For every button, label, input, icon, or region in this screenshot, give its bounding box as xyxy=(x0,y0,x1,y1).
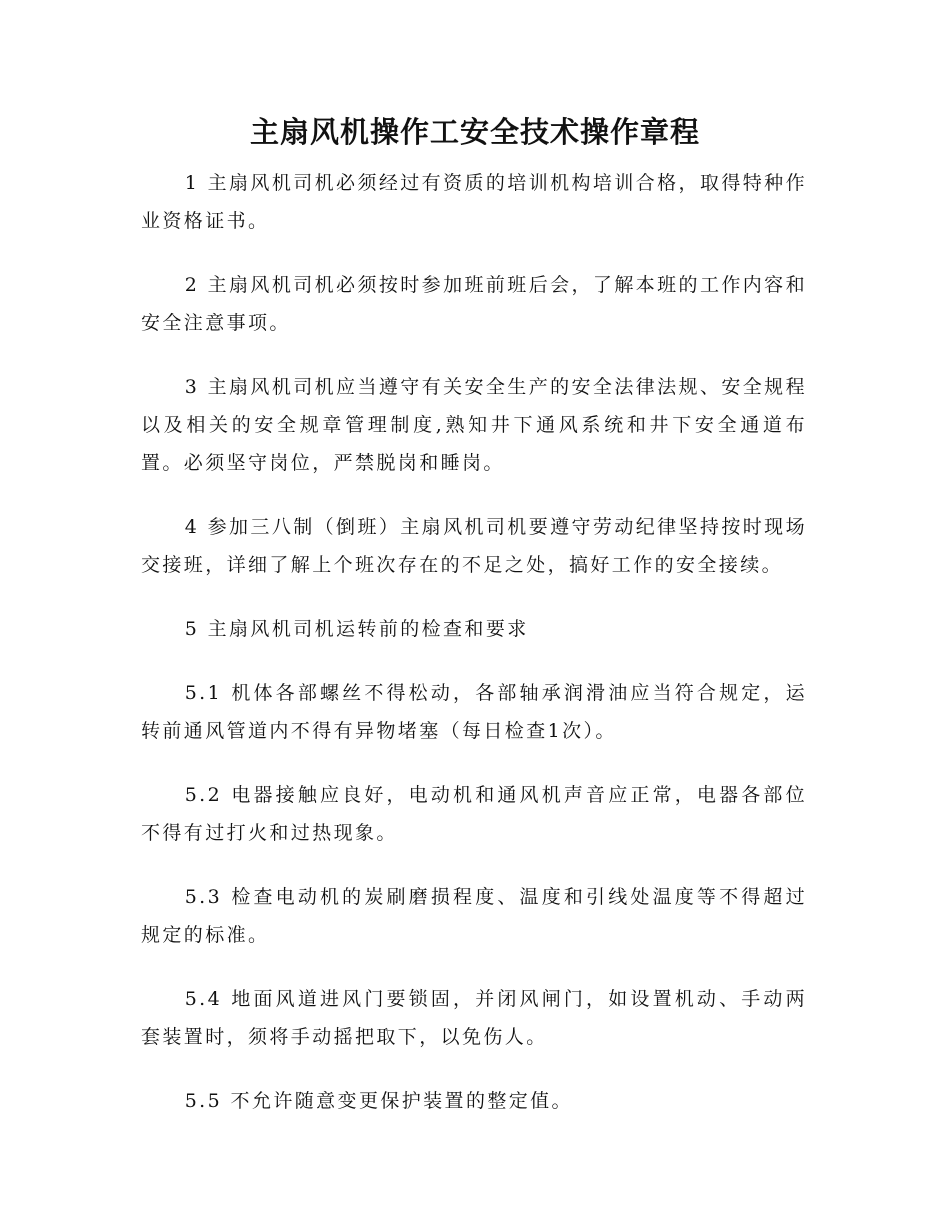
document-body xyxy=(141,164,807,1146)
paragraph-3: 3 主扇风机司机应当遵守有关安全生产的安全法律法规、安全规程以及相关的安全规章管理制度,熟知井下通风系统和井下安全通道布置。必须坚守岗位，严禁脱岗和睡岗。 xyxy=(141,376,807,474)
paragraph-1: 1 主扇风机司机必须经过有资质的培训机构培训合格，取得特种作业资格证书。 xyxy=(141,172,807,232)
paragraph-5-3: 5.3 检查电动机的炭刷磨损程度、温度和引线处温度等不得超过规定的标准。 xyxy=(141,886,807,946)
paragraph-5-4: 5.4 地面风道进风门要锁固，并闭风闸门，如设置机动、手动两套装置时，须将手动摇把取下，以免伤人。 xyxy=(141,988,807,1048)
paragraph-5-2: 5.2 电器接触应良好，电动机和通风机声音应正常，电器各部位不得有过打火和过热现象。 xyxy=(141,784,807,844)
document-title: 主扇风机操作工安全技术操作章程 xyxy=(249,115,700,149)
paragraph-5: 5 主扇风机司机运转前的检查和要求 xyxy=(184,618,529,640)
paragraph-2: 2 主扇风机司机必须按时参加班前班后会，了解本班的工作内容和安全注意事项。 xyxy=(141,274,807,334)
paragraph-5-5: 5.5 不允许随意变更保护装置的整定值。 xyxy=(184,1090,573,1112)
paragraph-4: 4 参加三八制（倒班）主扇风机司机要遵守劳动纪律坚持按时现场交接班，详细了解上个班次存在的不足之处，搞好工作的安全接续。 xyxy=(141,516,807,576)
paragraph-5-1: 5.1 机体各部螺丝不得松动，各部轴承润滑油应当符合规定，运转前通风管道内不得有异物堵塞（每日检查1次）。 xyxy=(141,682,807,742)
